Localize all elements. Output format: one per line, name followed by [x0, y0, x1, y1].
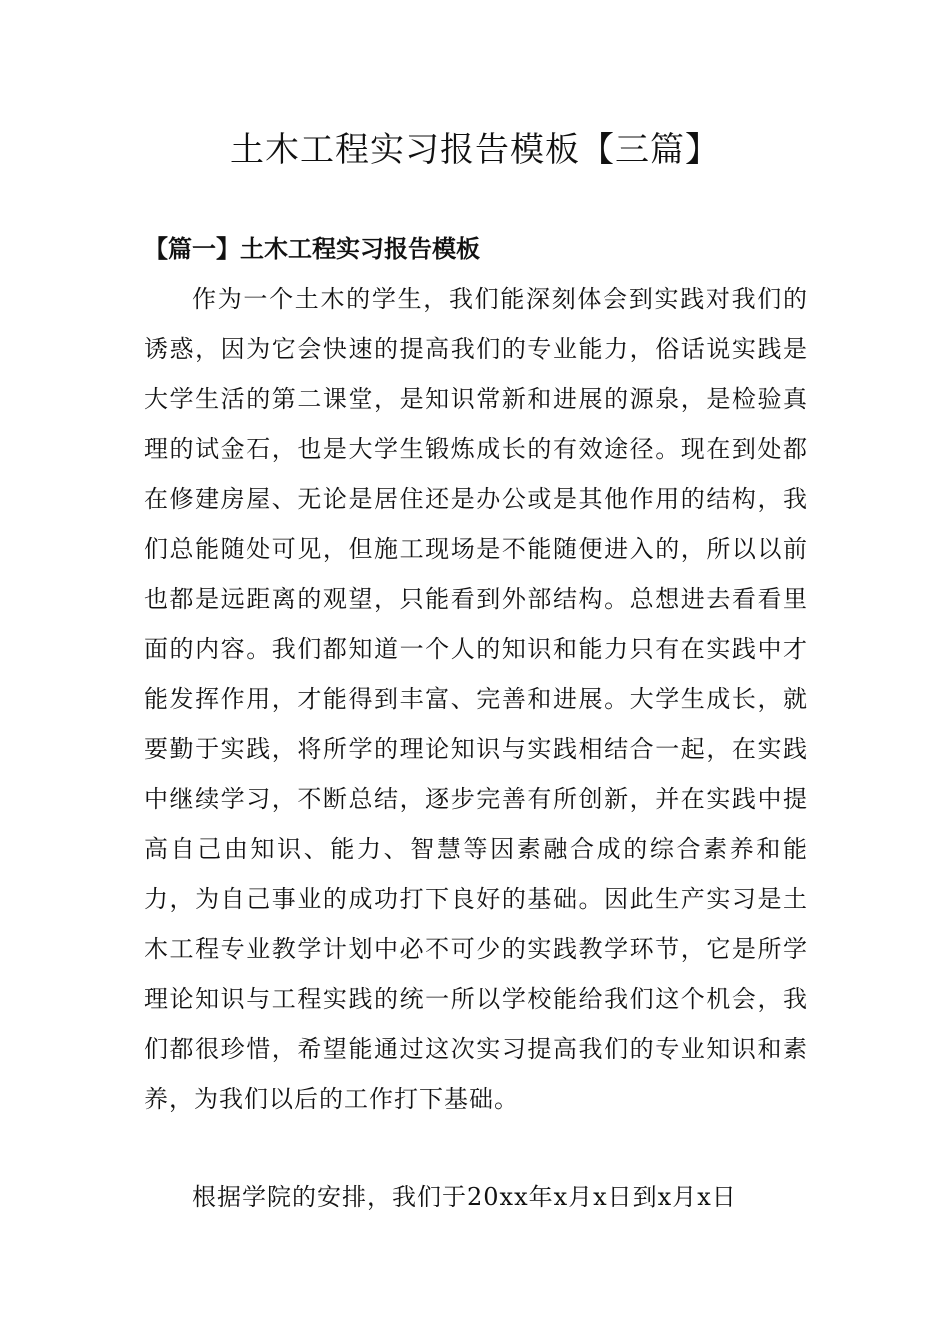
- body-paragraph-2: 根据学院的安排，我们于20xx年x月x日到x月x日: [192, 1183, 737, 1211]
- document-title: 土木工程实习报告模板【三篇】: [230, 130, 720, 170]
- body-paragraph-1: 作为一个土木的学生，我们能深刻体会到实践对我们的诱惑，因为它会快速的提高我们的专业能力，俗话说实践是大学生活的第二课堂，是知识常新和进展的源泉，是检验真理的试金石，也是大学生锻炼成长的有效途径。现在到处都在修建房屋、无论是居住还是办公或是其他作用的结构，我们总能随处可见，但施工现场是不能随便进入的，所以以前也都是远距离的观望，只能看到外部结构。总想进去看看里面的内容。我们都知道一个人的知识和能力只有在实践中才能发挥作用，才能得到丰富、完善和进展。大学生成长，就要勤于实践，将所学的理论知识与实践相结合一起，在实践中继续学习，不断总结，逐步完善有所创新，并在实践中提高自己由知识、能力、智慧等因素融合成的综合素养和能力，为自己事业的成功打下良好的基础。因此生产实习是土木工程专业教学计划中必不可少的实践教学环节，它是所学理论知识与工程实践的统一所以学校能给我们这个机会，我们都很珍惜，希望能通过这次实习提高我们的专业知识和素养，为我们以后的工作打下基础。: [144, 285, 808, 1113]
- section-heading: 【篇一】土木工程实习报告模板: [144, 234, 480, 263]
